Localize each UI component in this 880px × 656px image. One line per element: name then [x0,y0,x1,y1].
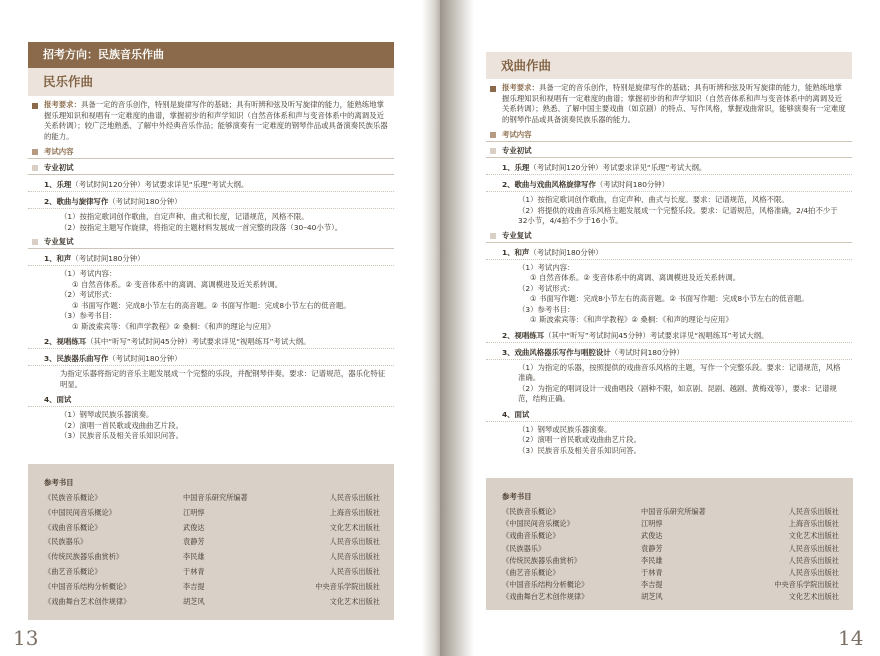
prelim-label: 专业初试 [502,146,532,155]
retest-item-2 [28,336,394,349]
ref-author: 江明惇 [641,519,663,529]
bullet-square [490,132,496,138]
item-note: （考试时间180分钟） [529,247,603,257]
item-title: 4、面试 [44,395,72,404]
detail-line: ① 自然音体系。② 变音体系中的离调、离调模进及近关系转调。 [530,273,741,282]
bullet-square [32,165,38,171]
item-title: 3、戏曲风格器乐写作与唱腔设计 [502,347,611,357]
reference-row [44,493,380,508]
reference-box [28,464,394,620]
detail-line: （1）钢琴或民族乐器演奏。 [60,410,154,419]
detail-line: （3）民族音乐及相关音乐知识问答。 [518,445,641,455]
retest-label: 专业复试 [502,230,532,240]
ref-author: 于林青 [183,566,205,576]
prelim-heading [486,145,852,158]
item-title: 1、乐理 [44,180,72,189]
retest-label: 专业复试 [44,237,74,246]
reference-row [502,592,839,604]
item-title: 1、乐理 [502,163,530,172]
ref-publisher: 中央音乐学院出版社 [774,580,839,590]
ref-title: 《民族器乐》 [502,543,546,553]
page-number: 13 [13,626,39,650]
detail-line: ① 书面写作题：完成8小节左右的高音题。② 书面写作题：完成8小节左右的低音题。 [530,294,809,303]
ref-publisher: 人民音乐出版社 [788,555,839,565]
detail-line: （1）按指定歌词创作歌曲，自定声种、曲式与长度。要求：记谱规范，风格不限。 [518,195,789,204]
exam-content-label: 考试内容 [502,130,532,139]
detail-line: （2）演唱一首民歌或戏曲曲艺片段。 [60,420,183,430]
item-note: （考试时间180分钟） [108,354,182,363]
detail-line: （1）考试内容： [518,262,575,272]
reference-row [44,597,380,612]
ref-author: 袁静芳 [183,537,205,547]
reference-row [502,580,839,592]
prelim-heading [28,162,394,175]
retest-heading [28,236,394,249]
bullet-square [490,86,496,92]
item-note: （考试时间180分钟） [71,254,145,263]
ref-author: 李吉提 [641,580,663,590]
reference-row [44,537,380,552]
item-title: 2、视唱练耳 [44,337,87,346]
ref-title: 《传统民族器乐曲赏析》 [44,552,124,562]
ref-author: 李民雄 [641,555,663,565]
ref-title: 《传统民族器乐曲赏析》 [502,555,582,565]
ref-title: 《曲艺音乐概论》 [44,566,102,576]
section-title: 戏曲作曲 [486,52,852,79]
ref-publisher: 文化艺术出版社 [329,522,380,532]
ref-publisher: 人民音乐出版社 [329,566,380,576]
prelim-item-1 [28,179,394,192]
reference-title: 参考书目 [44,478,74,487]
item-title: 4、面试 [502,409,530,419]
item-note: （其中“听写”考试时间45分钟）考试要求详见“视唱练耳”考试大纲。 [86,337,311,346]
requirement-text: 具备一定的音乐创作，特别是旋律写作的基础；具有听辨和弦及听写旋律的能力，能熟练地掌握乐理知识和视唱有一定难度的曲谱，掌握初步的和声学知识（自然音体系和声与变音体系中的离调及近关系转调）；较广泛地熟悉、了解中外经典音乐作品；能够演奏有一定难度的钢琴作品或具备演奏民族乐器的能力。 [44,100,388,141]
retest-item-4 [486,409,852,422]
ref-title: 《中国音乐结构分析概论》 [44,581,131,591]
reference-row [44,552,380,567]
right-page-content [486,52,852,456]
exam-content-heading [486,129,852,142]
reference-row [502,544,839,556]
reference-row [502,519,839,531]
item-note: （其中“听写”考试时间45分钟）考试要求详见“视唱练耳”考试大纲。 [544,330,769,340]
retest-item-2 [486,330,852,343]
detail-line: （1）考试内容： [60,269,117,278]
ref-title: 《中国音乐结构分析概论》 [502,580,589,590]
item-title: 2、歌曲与戏曲风格旋律写作 [502,180,596,189]
reference-row [502,531,839,543]
ref-title: 《戏曲音乐概论》 [44,522,102,532]
ref-publisher: 人民音乐出版社 [329,552,380,562]
retest-item-3 [486,347,852,360]
exam-content-heading [28,146,394,159]
ref-publisher: 上海音乐出版社 [329,507,380,517]
ref-author: 武俊达 [641,531,663,541]
retest-item-1 [28,253,394,266]
reference-row [44,567,380,582]
reference-row [44,523,380,538]
ref-publisher: 人民音乐出版社 [329,537,380,547]
ref-title: 《戏曲舞台艺术创作规律》 [502,592,589,602]
reference-list [44,493,380,611]
reference-row [44,582,380,597]
bullet-square [32,149,38,155]
detail-line: （3）民族音乐及相关音乐知识问答。 [60,431,183,440]
detail-line: （2）将提供的戏曲音乐风格主题发展成一个完整乐段。要求：记谱规范，风格准确，2/4拍不少于32小节，4/4拍不少于16小节。 [518,205,838,225]
ref-publisher: 文化艺术出版社 [788,531,839,541]
ref-title: 《曲艺音乐概论》 [502,567,560,577]
ref-title: 《中国民间音乐概论》 [44,507,116,517]
prelim-item-2 [486,179,852,192]
prelim-item-2 [28,196,394,209]
ref-title: 《民族音乐概论》 [44,493,102,502]
detail-line: （1）钢琴或民族乐器演奏。 [518,424,612,434]
ref-publisher: 中央音乐学院出版社 [315,581,380,591]
detail-line: （3）参考书目： [518,304,575,314]
ref-author: 李吉提 [183,581,205,591]
ref-publisher: 文化艺术出版社 [788,592,839,602]
detail-line: （2）考试形式： [518,283,575,293]
item-title: 3、民族器乐曲写作 [44,354,109,363]
detail-line: ① 自然音体系。② 变音体系中的离调、离调模进及近关系转调。 [72,279,283,289]
retest-item-4 [28,394,394,407]
ref-publisher: 上海音乐出版社 [788,519,839,529]
ref-publisher: 人民音乐出版社 [788,543,839,553]
ref-title: 《中国民间音乐概论》 [502,519,574,529]
reference-row [44,508,380,523]
bullet-square [32,239,38,245]
left-page-content [28,42,394,442]
reference-title: 参考书目 [502,492,532,501]
ref-title: 《戏曲音乐概论》 [502,531,560,541]
gutter-shadow-left [422,0,440,656]
ref-author: 江明惇 [183,507,205,517]
direction-header: 招考方向：民族音乐作曲 [28,42,394,68]
ref-publisher: 文化艺术出版社 [329,596,380,606]
detail-line: ① 斯波索宾等：《和声学教程》② 桑桐：《和声的理论与应用》 [72,321,275,331]
ref-author: 中国音乐研究所编著 [183,493,248,502]
ref-title: 《戏曲舞台艺术创作规律》 [44,596,131,606]
detail-line: （1）按指定歌词创作歌曲，自定声种、曲式和长度，记谱规范，风格不限。 [60,212,309,221]
exam-content-label: 考试内容 [44,147,74,156]
item-title: 2、歌曲与旋律写作 [44,197,109,206]
detail-paragraph: （1）为指定的乐器，按照提供的戏曲音乐风格的主题，写作一个完整乐段。要求：记谱规范，风格准确。 [518,362,841,382]
ref-author: 李民雄 [183,552,205,562]
detail-line: ① 斯波索宾等：《和声学教程》② 桑桐：《和声的理论与应用》 [530,315,733,324]
detail-line: （3）参考书目： [60,311,117,320]
requirement-label: 报考要求： [502,83,539,92]
requirement-label: 报考要求： [44,100,81,109]
ref-author: 胡芝风 [641,592,663,602]
retest-item-3 [28,353,394,366]
detail-line: （2）演唱一首民歌或戏曲曲艺片段。 [518,435,641,444]
bullet-square [32,103,38,109]
requirement-block [486,79,852,125]
reference-box-right [486,478,853,610]
ref-publisher: 人民音乐出版社 [329,493,380,502]
item-note: （考试时间120分钟）考试要求详见“乐理”考试大纲。 [71,180,249,189]
requirement-text: 具备一定的音乐创作，特别是旋律写作的基础；具有听辨和弦及听写旋律的能力，能熟练地掌握乐理知识和视唱有一定难度的曲谱；掌握初步的和声学知识（自然音体系和声与变音体系中的离调及近关系转调）；熟悉、了解中国主要戏曲（如京剧）的特点、写作风格，掌握戏曲常识，能够演奏有一定难度的钢琴作品或具备演奏民族乐器的能力。 [502,83,846,124]
ref-title: 《民族音乐概论》 [502,507,560,516]
ref-title: 《民族器乐》 [44,537,88,547]
reference-row [502,507,839,519]
detail-line: ① 书面写作题：完成8小节左右的高音题。② 书面写作题：完成8小节左右的低音题。 [72,300,351,310]
detail-paragraph: 为指定乐器将指定的音乐主题发展成一个完整的乐段，并配钢琴伴奏。要求：记谱规范，器乐化特征明显。 [60,369,386,389]
item-note: （考试时间180分钟） [610,347,684,357]
item-title: 2、视唱练耳 [502,330,545,340]
ref-author: 于林青 [641,567,663,577]
item-title: 1、和声 [502,247,530,257]
bullet-square [490,148,496,154]
reference-row [502,556,839,568]
detail-line: （2）考试形式： [60,290,117,299]
reference-row [502,568,839,580]
bullet-square [490,233,496,239]
reference-list [502,507,839,605]
prelim-item-1 [486,162,852,175]
detail-paragraph: （2）为指定的唱词设计一戏曲唱段（剧种不限，如京剧、昆剧、越剧、黄梅戏等），要求：记谱规范，结构正确。 [518,383,837,403]
prelim-label: 专业初试 [44,163,74,172]
requirement-block [28,96,394,142]
ref-publisher: 人民音乐出版社 [788,567,839,577]
retest-item-1 [486,247,852,260]
section-title: 民乐作曲 [28,68,394,96]
item-title: 1、和声 [44,254,72,263]
ref-author: 武俊达 [183,522,205,532]
ref-author: 袁静芳 [641,543,663,553]
ref-publisher: 人民音乐出版社 [788,507,839,516]
item-note: （考试时间180分钟） [595,180,670,189]
page-number: 14 [838,626,864,650]
ref-author: 中国音乐研究所编著 [641,507,706,516]
item-note: （考试时间180分钟） [108,197,182,206]
retest-heading [486,230,852,243]
ref-author: 胡芝风 [183,596,205,606]
gutter-shadow-right [440,0,474,656]
detail-line: （2）按指定主题写作旋律，将指定的主题材料发展成一首完整的段落（30–40小节）。 [60,222,343,232]
item-note: （考试时间120分钟）考试要求详见“乐理”考试大纲。 [529,163,707,172]
